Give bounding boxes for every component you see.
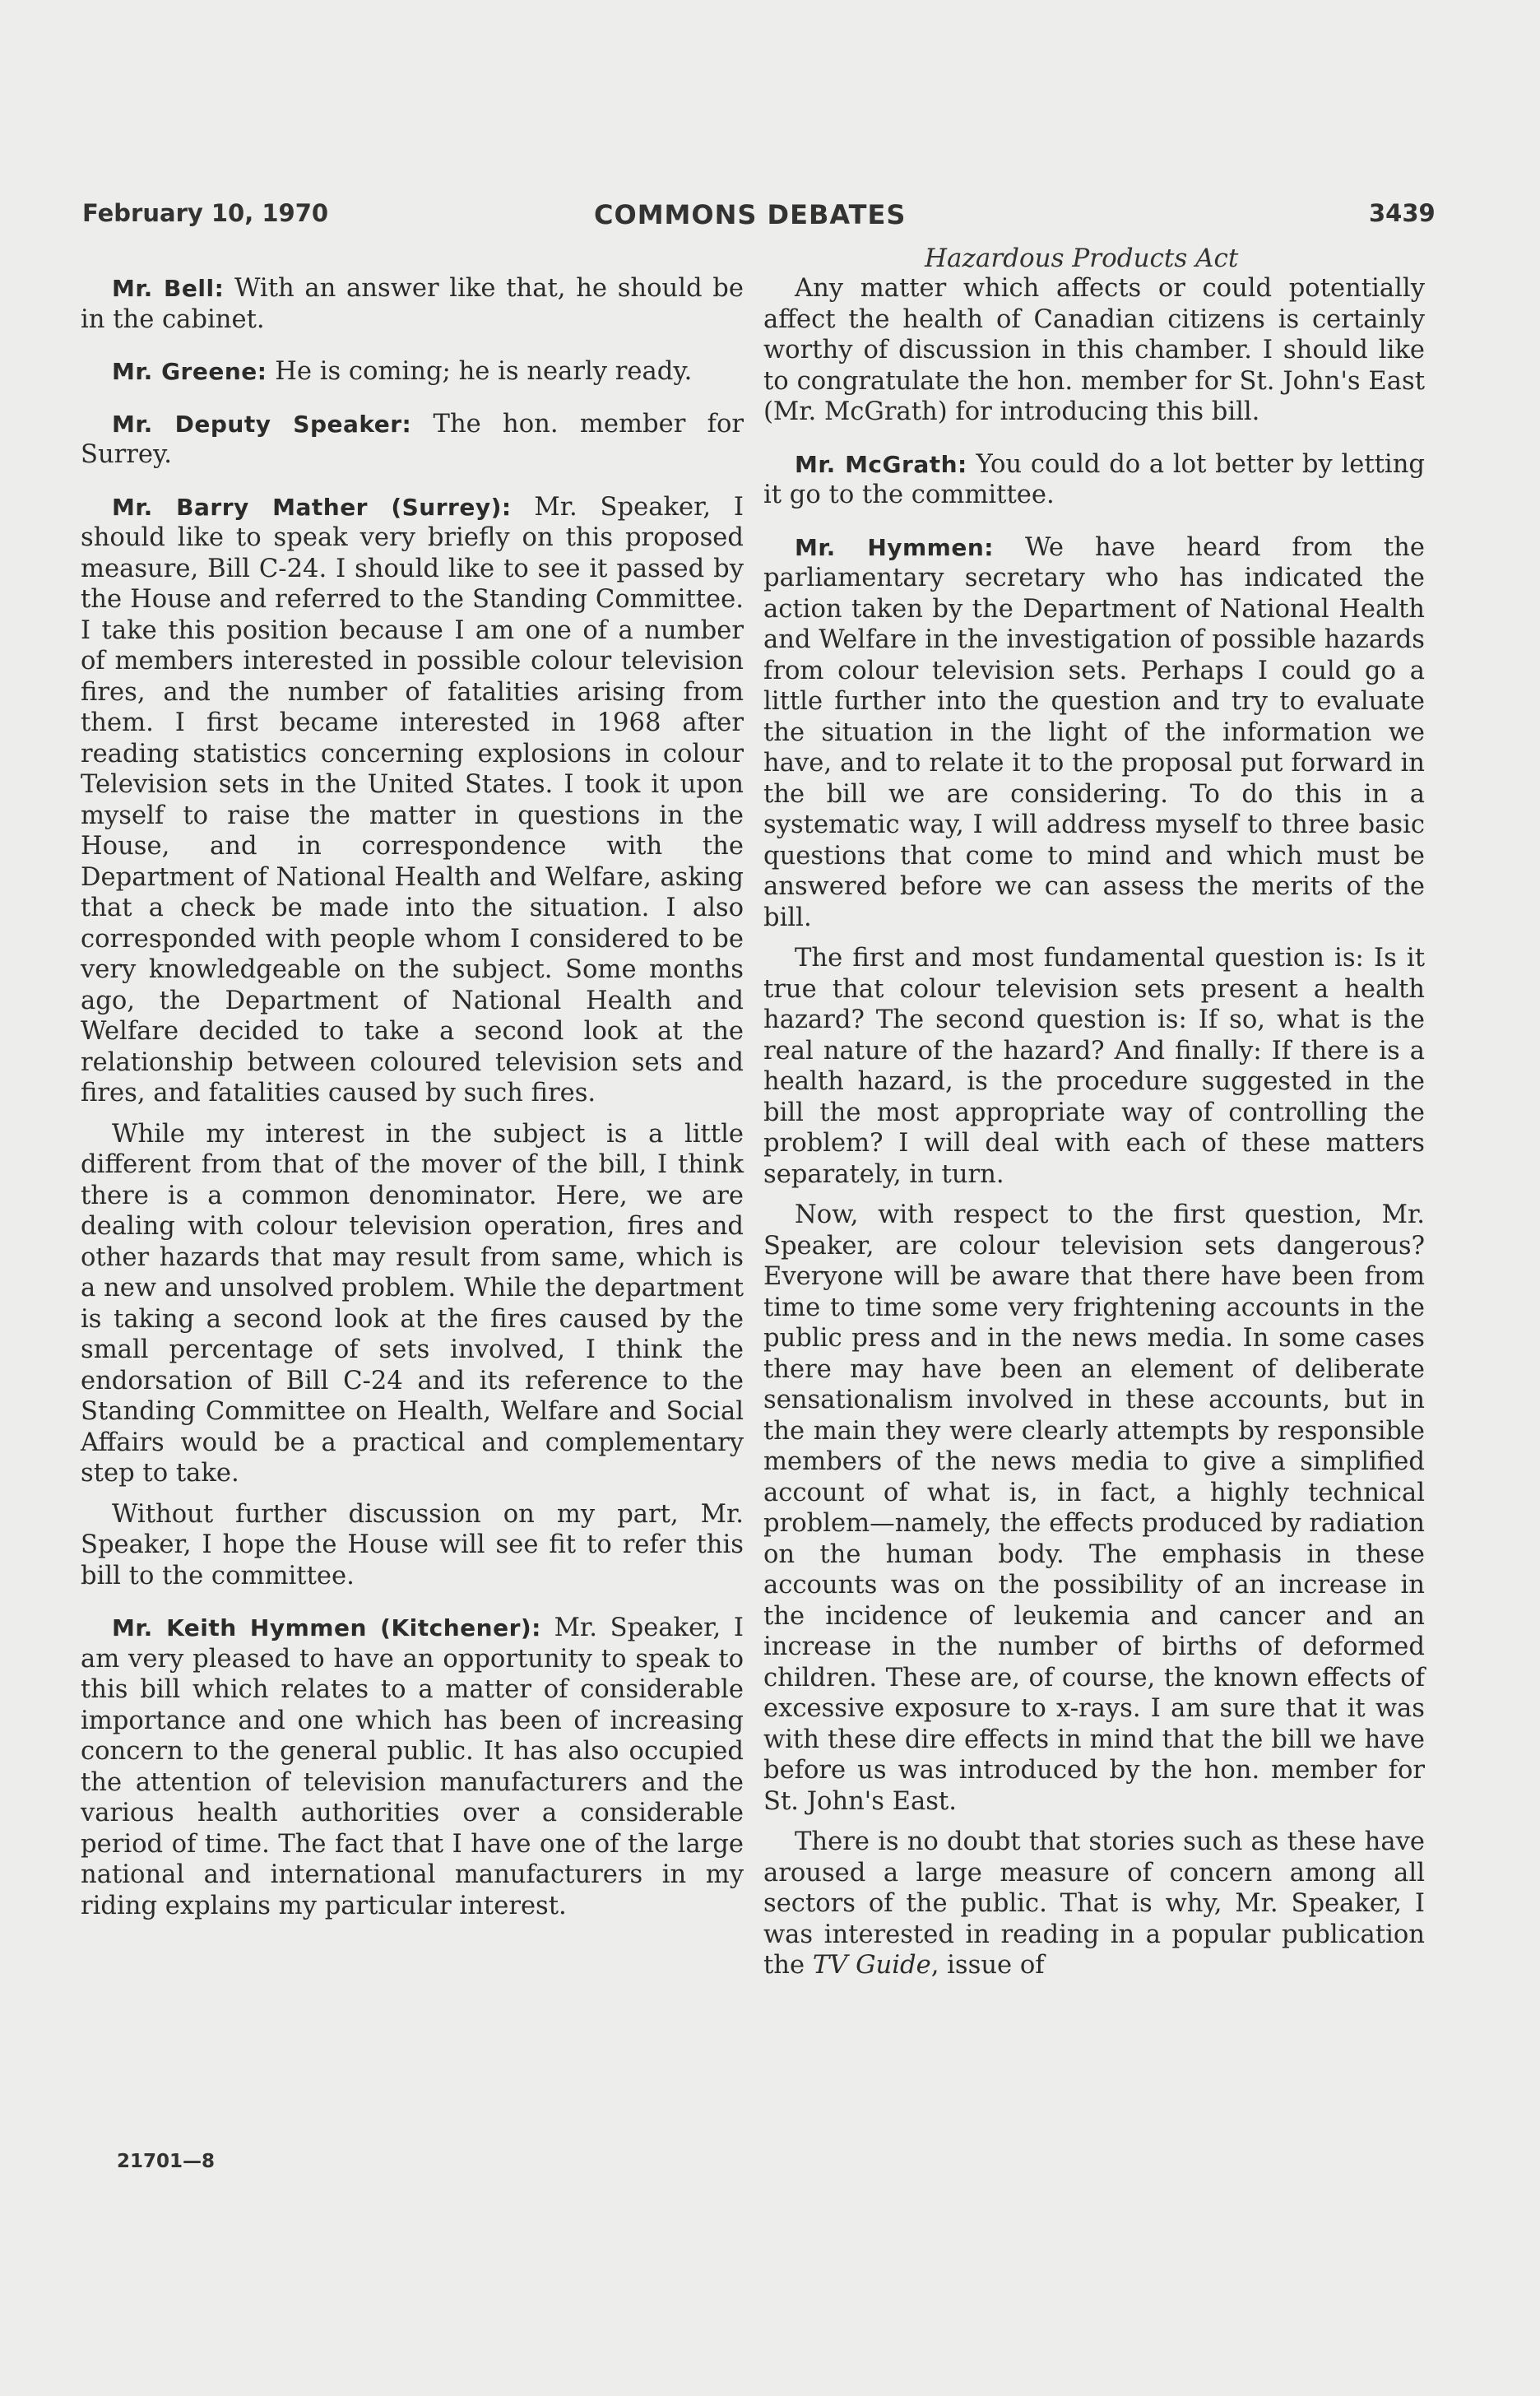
paragraph-text: He is coming; he is nearly ready.: [275, 357, 693, 386]
speaker-name: Mr. Bell:: [112, 275, 225, 302]
paragraph: [81, 273, 744, 335]
paragraph-text: The first and most fundamental question is: Is it true that colour television sets present a health hazard? The second question is: If so, what is the real nature of the hazard? And finally: If there is a health hazard, is the procedure suggested in the bill the most appropriate way of controlling the problem? I will deal with each of these matters separately, in turn.: [763, 944, 1425, 1189]
paragraph-text: Mr. Speaker, I am very pleased to have an opportunity to speak to this bill which relates to a matter of considerable importance and one which has been of increasing concern to the general public. It has also occupied the attention of television manufacturers and the various health authorities over a considerable period of time. The fact that I have one of the large national and international manufacturers in my riding explains my particular interest.: [81, 1614, 744, 1920]
footer-code: 21701—8: [117, 2151, 216, 2172]
page-date: February 10, 1970: [82, 199, 329, 227]
paragraph-text: Any matter which affects or could potentially affect the health of Canadian citizens is certainly worthy of discussion in this chamber. I should like to congratulate the hon. member for St. John's East (Mr. McGrath) for introducing this bill.: [763, 274, 1425, 426]
paragraph: [81, 1499, 744, 1592]
paragraph: [81, 409, 744, 471]
paragraph-text: Now, with respect to the first question, Mr. Speaker, are colour television sets dangerous? Everyone will be aware that there have been from time to time some very frightening accounts in the public press and in the news media. In some cases there may have been an element of deliberate sensationalism involved in these accounts, but in the main they were clearly attempts by responsible members of the news media to give a simplified account of what is, in fact, a highly technical problem—namely, the effects produced by radiation on the human body. The emphasis in these accounts was on the possibility of an increase in the incidence of leukemia and cancer and an increase in the number of births of deformed children. These are, of course, the known effects of excessive exposure to x-rays. I am sure that it was with these dire effects in mind that the bill we have before us was introduced by the hon. member for St. John's East.: [763, 1200, 1425, 1816]
publication-name: TV Guide: [812, 1951, 931, 1980]
paragraph: [81, 1613, 744, 1921]
paragraph: [81, 492, 744, 1109]
section-subheading: Hazardous Products Act: [925, 244, 1239, 273]
paragraph: [81, 1119, 744, 1489]
speaker-name: Mr. McGrath:: [795, 450, 967, 478]
publication-title: COMMONS DEBATES: [594, 199, 907, 230]
right-column: [763, 273, 1425, 2003]
paragraph-text: There is no doubt that stories such as these have aroused a large measure of concern among all sectors of the public. That is why, Mr. Speaker, I was interested in reading in a popular publication the: [763, 1827, 1425, 1980]
paragraph-text: Without further discussion on my part, Mr. Speaker, I hope the House will see fit to refer this bill to the committee.: [81, 1499, 744, 1590]
paragraph-text: The hon. member for Surrey.: [81, 409, 744, 469]
speaker-name: Mr. Keith Hymmen (Kitchener):: [112, 1614, 541, 1641]
paragraph-text-tail: , issue of: [930, 1951, 1045, 1980]
paragraph: [763, 273, 1425, 428]
paragraph: [763, 1827, 1425, 1981]
speaker-name: Mr. Deputy Speaker:: [112, 410, 412, 438]
speaker-name: Mr. Barry Mather (Surrey):: [112, 493, 512, 521]
paragraph: [763, 532, 1425, 934]
page-number: 3439: [1369, 199, 1436, 227]
paragraph-text: We have heard from the parliamentary secretary who has indicated the action taken by the Department of National Health and Welfare in the investigation of possible hazards from colour television sets. Perhaps I could go a little further into the question and try to evaluate the situation in the light of the information we have, and to relate it to the proposal put forward in the bill we are considering. To do this in a systematic way, I will address myself to three basic questions that come to mind and which must be answered before we can assess the merits of the bill.: [763, 532, 1425, 932]
paragraph: [763, 943, 1425, 1190]
speaker-name: Mr. Greene:: [112, 358, 267, 385]
paragraph-text: With an answer like that, he should be in the cabinet.: [81, 274, 744, 334]
paragraph-text: While my interest in the subject is a little different from that of the mover of the bill, I think there is a common denominator. Here, we are dealing with colour television operation, fires and other hazards that may result from same, which is a new and unsolved problem. While the department is taking a second look at the fires caused by the small percentage of sets involved, I think the endorsation of Bill C-24 and its reference to the Standing Committee on Health, Welfare and Social Affairs would be a practical and complementary step to take.: [81, 1119, 744, 1488]
paragraph-text: You could do a lot better by letting it go to the committee.: [763, 449, 1425, 509]
speaker-name: Mr. Hymmen:: [795, 533, 994, 561]
paragraph: [763, 449, 1425, 511]
paragraph: [763, 1200, 1425, 1817]
paragraph: [81, 356, 744, 388]
left-column: [81, 273, 744, 1943]
paragraph-text: Mr. Speaker, I should like to speak very briefly on this proposed measure, Bill C-24. I should like to see it passed by the House and referred to the Standing Committee. I take this position because I am one of a number of members interested in possible colour television fires, and the number of fatalities arising from them. I first became interested in 1968 after reading statistics concerning explosions in colour Television sets in the United States. I took it upon myself to raise the matter in questions in the House, and in correspondence with the Department of National Health and Welfare, asking that a check be made into the situation. I also corresponded with people whom I considered to be very knowledgeable on the subject. Some months ago, the Department of National Health and Welfare decided to take a second look at the relationship between coloured television sets and fires, and fatalities caused by such fires.: [81, 492, 744, 1107]
